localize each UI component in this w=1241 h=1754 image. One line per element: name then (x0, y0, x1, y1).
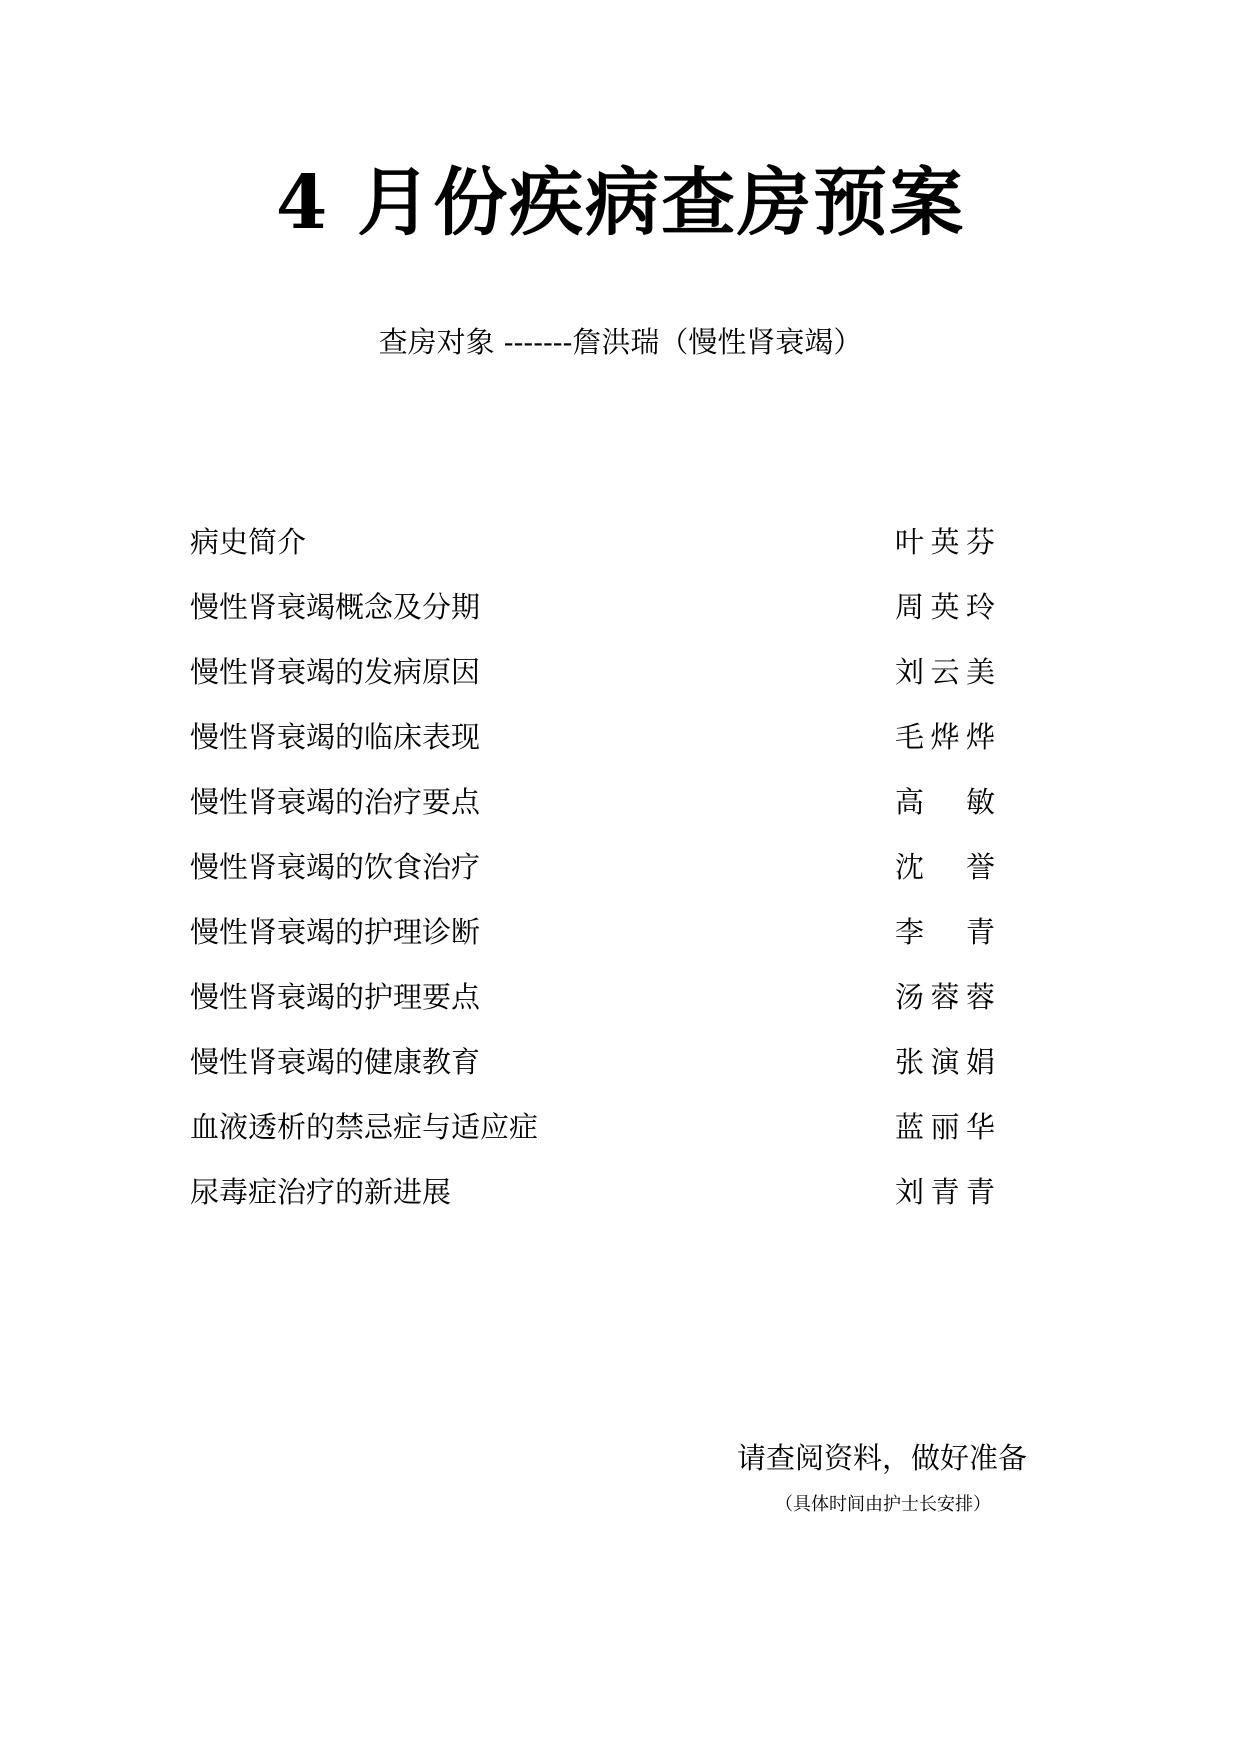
assignment-presenter: 刘云美 (895, 655, 995, 689)
page-title: 4 月份疾病查房预案 (275, 160, 966, 246)
assignment-row (190, 1107, 995, 1172)
rounds-subject: 查房对象 -------詹洪瑞（慢性肾衰竭） (378, 325, 863, 359)
assignment-topic: 血液透析的禁忌症与适应症 (190, 1110, 539, 1144)
assignment-presenter: 刘青青 (895, 1175, 995, 1209)
assignment-row (190, 717, 995, 782)
assignment-presenter: 叶英芬 (895, 525, 995, 559)
assignment-topic: 慢性肾衰竭的健康教育 (190, 1045, 481, 1079)
assignment-presenter: 李 青 (895, 915, 995, 949)
assignment-row (190, 912, 995, 977)
assignment-topic: 慢性肾衰竭的护理要点 (190, 980, 481, 1014)
assignment-presenter: 周英玲 (895, 590, 995, 624)
assignment-row (190, 977, 995, 1042)
assignment-row (190, 847, 995, 912)
assignment-topic: 慢性肾衰竭概念及分期 (190, 590, 481, 624)
assignment-presenter: 高 敏 (895, 785, 995, 819)
assignment-topic: 慢性肾衰竭的临床表现 (190, 720, 481, 754)
assignment-row (190, 522, 995, 587)
assignment-topic: 慢性肾衰竭的护理诊断 (190, 915, 481, 949)
assignment-presenter: 沈 誉 (895, 850, 995, 884)
assignment-row (190, 1172, 995, 1237)
assignment-list (190, 522, 995, 1237)
assignment-presenter: 毛烨烨 (895, 720, 995, 754)
assignment-row (190, 1042, 995, 1107)
assignment-topic: 慢性肾衰竭的发病原因 (190, 655, 481, 689)
assignment-topic: 慢性肾衰竭的饮食治疗 (190, 850, 481, 884)
assignment-topic: 慢性肾衰竭的治疗要点 (190, 785, 481, 819)
assignment-row (190, 782, 995, 847)
assignment-topic: 病史简介 (190, 525, 307, 559)
assignment-presenter: 蓝丽华 (895, 1110, 995, 1144)
preparation-note: 请查阅资料，做好准备 (737, 1441, 1028, 1475)
assignment-row (190, 587, 995, 652)
assignment-presenter: 张演娟 (895, 1045, 995, 1079)
assignment-topic: 尿毒症治疗的新进展 (190, 1175, 452, 1209)
assignment-presenter: 汤蓉蓉 (895, 980, 995, 1014)
schedule-note: （具体时间由护士长安排） (775, 1494, 991, 1515)
assignment-row (190, 652, 995, 717)
